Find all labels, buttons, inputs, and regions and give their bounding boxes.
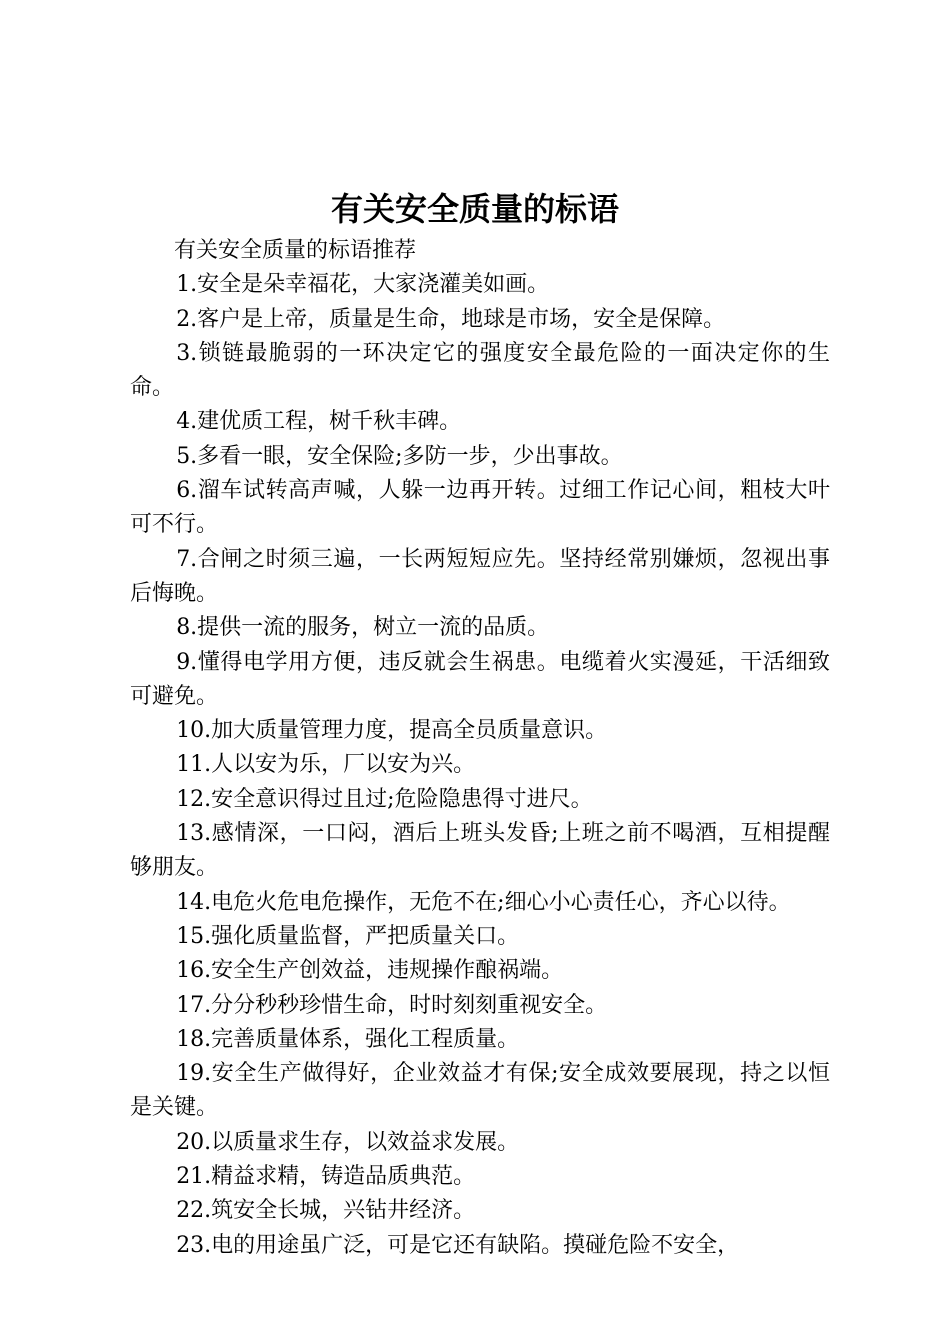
document-title: 有关安全质量的标语	[330, 190, 619, 228]
slogan-item: 4.建优质工程，树千秋丰碑。	[176, 409, 462, 435]
slogan-item: 13.感情深，一口闷，酒后上班头发昏;上班之前不喝酒，互相提醒够朋友。	[130, 821, 830, 881]
slogan-item: 19.安全生产做得好，企业效益才有保;安全成效要展现，持之以恒是关键。	[130, 1061, 830, 1121]
slogan-item: 12.安全意识得过且过;危险隐患得寸进尺。	[176, 786, 593, 812]
slogan-item: 15.强化质量监督，严把质量关口。	[176, 923, 520, 949]
slogan-item: 7.合闸之时须三遍，一长两短短应先。坚持经常别嫌烦，忽视出事后悔晚。	[130, 546, 830, 606]
document-subtitle: 有关安全质量的标语推荐	[174, 238, 417, 263]
slogan-item: 21.精益求精，铸造品质典范。	[176, 1164, 476, 1190]
slogan-item: 18.完善质量体系，强化工程质量。	[176, 1026, 520, 1052]
slogan-item: 1.安全是朵幸福花，大家浇灌美如画。	[176, 272, 550, 298]
slogan-item: 10.加大质量管理力度，提高全员质量意识。	[176, 718, 608, 744]
slogan-item: 8.提供一流的服务，树立一流的品质。	[176, 615, 550, 641]
slogan-item: 20.以质量求生存，以效益求发展。	[176, 1129, 520, 1155]
slogan-item: 14.电危火危电危操作，无危不在;细心小心责任心，齐心以待。	[176, 889, 791, 915]
slogan-item: 11.人以安为乐，厂以安为兴。	[176, 752, 476, 778]
slogan-item: 6.溜车试转高声喊，人躲一边再开转。过细工作记心间，粗枝大叶可不行。	[130, 478, 830, 538]
slogan-item: 23.电的用途虽广泛，可是它还有缺陷。摸碰危险不安全，	[176, 1232, 740, 1258]
slogan-item: 5.多看一眼，安全保险;多防一步，少出事故。	[176, 443, 623, 469]
slogan-item: 16.安全生产创效益，违规操作酿祸端。	[176, 958, 564, 984]
document-body	[130, 234, 830, 1263]
slogan-item: 9.懂得电学用方便，违反就会生祸患。电缆着火实漫延，干活细致可避免。	[130, 649, 830, 709]
slogan-item: 3.锁链最脆弱的一环决定它的强度安全最危险的一面决定你的生命。	[130, 340, 830, 401]
slogan-item: 2.客户是上帝，质量是生命，地球是市场，安全是保障。	[176, 306, 726, 332]
slogan-item: 17.分分秒秒珍惜生命，时时刻刻重视安全。	[176, 992, 608, 1018]
slogan-item: 22.筑安全长城，兴钻井经济。	[176, 1198, 476, 1224]
